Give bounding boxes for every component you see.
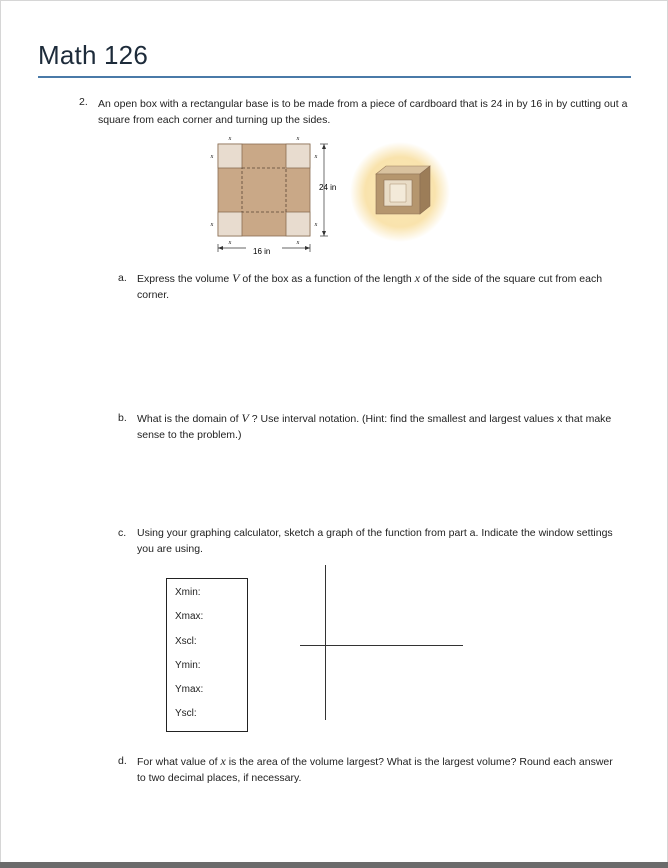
corner-square: [286, 212, 310, 236]
corner-x-label: x: [210, 154, 214, 160]
window-settings-box: [166, 578, 248, 732]
window-setting-label: Xscl:: [175, 636, 197, 647]
arrowhead: [322, 231, 326, 236]
part-c-text: Using your graphing calculator, sketch a graph of the function from part a. Indicate the window settings you are using.: [137, 527, 613, 555]
arrowhead: [322, 144, 326, 149]
height-label: 24 in: [319, 183, 337, 192]
question-number: 2.: [79, 96, 88, 108]
corner-x-label: x: [228, 136, 232, 142]
width-label: 16 in: [253, 247, 271, 256]
part-a-text: Express the volume V of the box as a function of the length x of the side of the square cut from each corner.: [137, 271, 603, 301]
corner-x-label: x: [228, 240, 232, 246]
window-setting-label: Ymin:: [175, 660, 201, 671]
part-letter: d.: [118, 755, 127, 767]
corner-square: [218, 144, 242, 168]
corner-x-label: x: [296, 136, 300, 142]
window-setting-label: Xmax:: [175, 611, 204, 622]
arrowhead: [218, 246, 223, 250]
corner-x-label: x: [210, 222, 214, 228]
viewer-bottom-bar: [0, 862, 668, 868]
sketch-y-axis: [325, 565, 326, 720]
page-title: Math 126: [38, 40, 149, 70]
title-divider: [38, 76, 631, 78]
corner-square: [218, 212, 242, 236]
part-b-text: What is the domain of V ? Use interval notation. (Hint: find the smallest and largest values x that make sense to the problem.): [137, 411, 612, 441]
box-illustration: [376, 166, 430, 214]
corner-x-label: x: [296, 240, 300, 246]
part-letter: b.: [118, 412, 127, 424]
corner-square: [286, 144, 310, 168]
part-letter: c.: [118, 527, 127, 539]
question-text: An open box with a rectangular base is to be made from a piece of cardboard that is 24 in by 16 in by cutting out a square from each corner and turning up the sides.: [98, 98, 628, 126]
window-setting-label: Xmin:: [175, 587, 201, 598]
corner-x-label: x: [314, 154, 318, 160]
corner-x-label: x: [314, 222, 318, 228]
part-letter: a.: [118, 272, 127, 284]
arrowhead: [305, 246, 310, 250]
part-d-text: For what value of x is the area of the volume largest? What is the largest volume? Round each answer to two decimal places, if necessary.: [137, 754, 613, 784]
window-setting-label: Ymax:: [175, 684, 204, 695]
window-setting-label: Yscl:: [175, 708, 197, 719]
sketch-x-axis: [300, 645, 463, 646]
cardboard-figure: [200, 130, 470, 260]
